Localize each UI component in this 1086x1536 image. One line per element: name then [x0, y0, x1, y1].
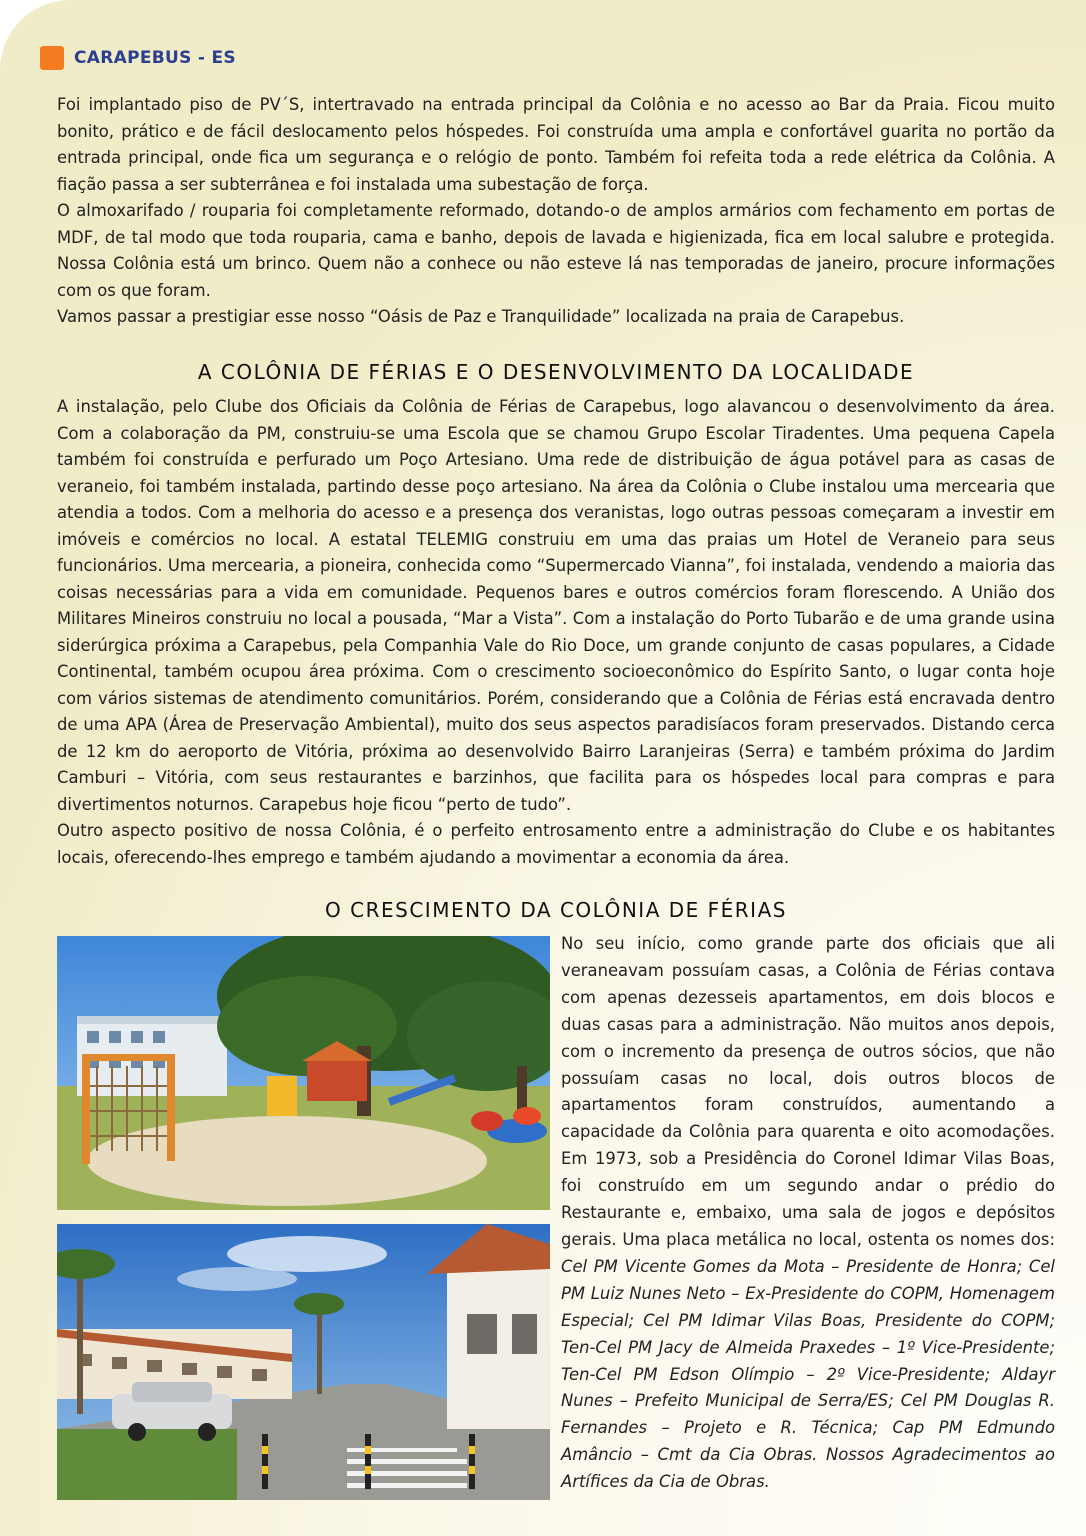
section1-paragraph-2: Outro aspecto positivo de nossa Colônia, é o perfeito entrosamento entre a administração do Clube e os habitantes locais, oferecendo-lhes emprego e também ajudando a movimentar a economia da área.	[57, 821, 1055, 867]
intro-paragraph-2: O almoxarifado / rouparia foi completamente reformado, dotando-o de amplos armários com fechamento em portas de MDF, de tal modo que toda rouparia, cama e banho, depois de lavada e higienizada, fica em local salubre e protegida. Nossa Colônia está um brinco. Quem não a conhece ou não esteve lá nas temporadas de janeiro, procure informações com os que foram.	[57, 201, 1055, 300]
intro-paragraph-1: Foi implantado piso de PV´S, intertravado na entrada principal da Colônia e no acesso ao Bar da Praia. Ficou muito bonito, prático e de fácil deslocamento pelos hóspedes. Foi construída uma ampla e confortável guarita no portão da entrada principal, onde fica um segurança e o relógio de ponto. Também foi refeita toda a rede elétrica da Colônia. A fiação passa a ser subterrânea e foi instalada uma subestação de força.	[57, 95, 1055, 194]
section1-heading: A COLÔNIA DE FÉRIAS E O DESENVOLVIMENTO DA LOCALIDADE	[197, 360, 915, 384]
header-title: CARAPEBUS - ES	[74, 48, 236, 68]
section2-text-normal: No seu início, como grande parte dos oficiais que ali veraneavam possuíam casas, a Colônia de Férias contava com apenas dezesseis apartamentos, em dois blocos e duas casas para a administração. Não muitos anos depois, com o incremento da presença de outros sócios, que não possuíam casas no local, dois outros blocos de apartamentos foram construídos, aumentando a capacidade da Colônia para quarenta e oito acomodações. Em 1973, sob a Presidência do Coronel Idimar Vilas Boas, foi construído em um segundo andar o prédio do Restaurante e, embaixo, uma sala de jogos e depósitos gerais. Uma placa metálica no local, ostenta os nomes dos:	[561, 934, 1055, 1249]
page-header	[40, 44, 236, 72]
section2-text	[561, 931, 1055, 1496]
section1-text	[57, 394, 1055, 871]
street-photo	[57, 1224, 550, 1500]
playground-photo	[57, 936, 550, 1210]
header-accent-square	[40, 46, 64, 70]
section1-paragraph-1: A instalação, pelo Clube dos Oficiais da Colônia de Férias de Carapebus, logo alavancou o desenvolvimento da área. Com a colaboração da PM, construiu-se uma Escola que se chamou Grupo Escolar Tiradentes. Uma pequena Capela também foi construída e perfurado um Poço Artesiano. Uma rede de distribuição de água potável para as casas de veraneio, foi também instalada, partindo desse poço artesiano. Na área da Colônia o Clube instalou uma mercearia que atendia a todos. Com a melhoria do acesso e a presença dos veranistas, logo outras pessoas começaram a investir em imóveis e comércios no local. A estatal TELEMIG construiu em uma das praias um Hotel de Veraneio para seus funcionários. Uma mercearia, a pioneira, conhecida como “Supermercado Vianna”, foi instalada, vendendo a maioria das coisas necessárias para a vida em comunidade. Pequenos bares e outros comércios foram florescendo. A União dos Militares Mineiros construiu no local a pousada, “Mar a Vista”. Com a instalação do Porto Tubarão e de uma grande usina siderúrgica próxima a Carapebus, pela Companhia Vale do Rio Doce, um grande conjunto de casas populares, a Cidade Continental, também ocupou área próxima. Com o crescimento socioeconômico do Espírito Santo, o lugar conta hoje com vários sistemas de atendimento comunitários. Porém, considerando que a Colônia de Férias está encravada dentro de uma APA (Área de Preservação Ambiental), muito dos seus aspectos paradisíacos foram preservados. Distando cerca de 12 km do aeroporto de Vitória, próxima ao desenvolvido Bairro Laranjeiras (Serra) e também próxima do Jardim Camburi – Vitória, com seus restaurantes e barzinhos, que facilita para os hóspedes local para compras e para divertimentos noturnos. Carapebus hoje ficou “perto de tudo”.	[57, 397, 1055, 814]
intro-text	[57, 92, 1055, 331]
section2-heading: O CRESCIMENTO DA COLÔNIA DE FÉRIAS	[325, 898, 787, 922]
section2-text-italic: Cel PM Vicente Gomes da Mota – Presidente de Honra; Cel PM Luiz Nunes Neto – Ex-Presidente do COPM, Homenagem Especial; Cel PM Idimar Vilas Boas, Presidente do COPM; Ten-Cel PM Jacy de Almeida Praxedes – 1º Vice-Presidente; Ten-Cel PM Edson Olímpio – 2º Vice-Presidente; Aldayr Nunes – Prefeito Municipal de Serra/ES; Cel PM Douglas R. Fernandes – Projeto e R. Técnica; Cap PM Edmundo Amâncio – Cmt da Cia Obras. Nossos Agradecimentos ao Artífices da Cia de Obras.	[561, 1256, 1055, 1492]
intro-paragraph-3: Vamos passar a prestigiar esse nosso “Oásis de Paz e Tranquilidade” localizada na praia de Carapebus.	[57, 307, 905, 326]
